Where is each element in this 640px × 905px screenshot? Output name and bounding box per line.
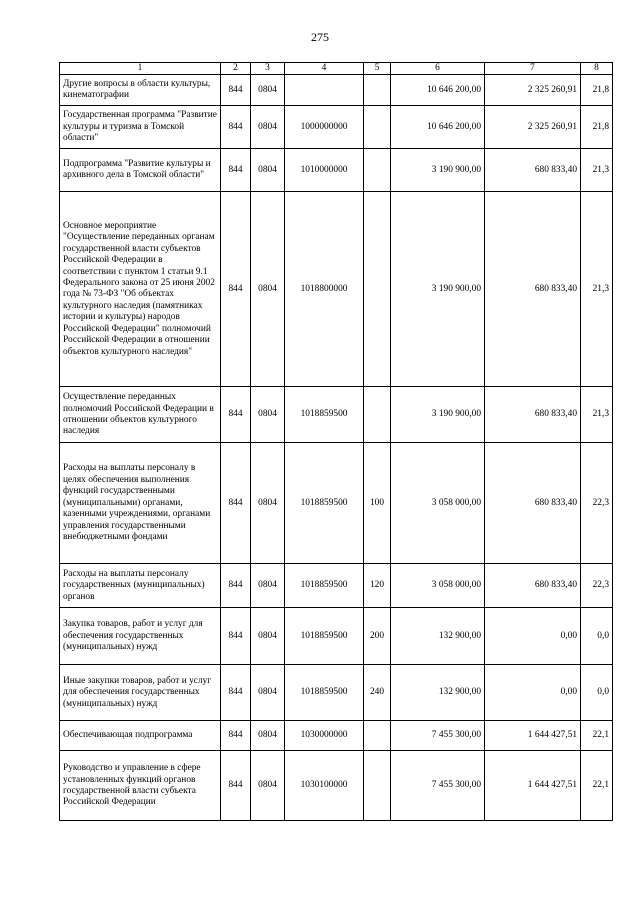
percent-cell: 21,3 (581, 192, 613, 387)
section-code-cell: 0804 (251, 192, 285, 387)
plan-amount-cell: 3 058 000,00 (391, 443, 485, 564)
section-code-cell: 0804 (251, 443, 285, 564)
row-name-cell: Обеспечивающая подпрограмма (60, 721, 221, 751)
plan-amount-cell: 10 646 200,00 (391, 106, 485, 149)
ministry-code-cell: 844 (221, 387, 251, 443)
ministry-code-cell: 844 (221, 751, 251, 821)
table-row (60, 721, 613, 751)
column-header: 7 (485, 63, 581, 75)
table-row (60, 443, 613, 564)
section-code-cell: 0804 (251, 387, 285, 443)
ministry-code-cell: 844 (221, 721, 251, 751)
plan-amount-cell: 3 190 900,00 (391, 149, 485, 192)
percent-cell: 21,3 (581, 387, 613, 443)
page-number: 275 (311, 30, 329, 44)
actual-amount-cell: 680 833,40 (485, 387, 581, 443)
row-name-cell: Руководство и управление в сфере установленных функций органов государственной власти субъекта Российской Федерации (60, 751, 221, 821)
section-code-cell: 0804 (251, 608, 285, 665)
row-name-cell: Закупка товаров, работ и услуг для обеспечения государственных (муниципальных) нужд (60, 608, 221, 665)
table-row (60, 665, 613, 721)
target-item-cell (285, 75, 364, 106)
ministry-code-cell: 844 (221, 443, 251, 564)
section-code-cell: 0804 (251, 106, 285, 149)
row-name-cell: Подпрограмма "Развитие культуры и архивного дела в Томской области" (60, 149, 221, 192)
actual-amount-cell: 0,00 (485, 608, 581, 665)
ministry-code-cell: 844 (221, 192, 251, 387)
plan-amount-cell: 132 900,00 (391, 608, 485, 665)
target-item-cell: 1030000000 (285, 721, 364, 751)
plan-amount-cell: 7 455 300,00 (391, 721, 485, 751)
target-item-cell: 1018800000 (285, 192, 364, 387)
column-header: 4 (285, 63, 364, 75)
expense-type-cell: 100 (364, 443, 391, 564)
table-row (60, 387, 613, 443)
plan-amount-cell: 7 455 300,00 (391, 751, 485, 821)
row-name-cell: Расходы на выплаты персоналу в целях обеспечения выполнения функций государственными (муниципальными) органами, казенными учреждениями, органами управления государственными внебюджетными фондами (60, 443, 221, 564)
expense-type-cell: 240 (364, 665, 391, 721)
section-code-cell: 0804 (251, 721, 285, 751)
target-item-cell: 1000000000 (285, 106, 364, 149)
plan-amount-cell: 10 646 200,00 (391, 75, 485, 106)
actual-amount-cell: 680 833,40 (485, 192, 581, 387)
percent-cell: 22,3 (581, 564, 613, 608)
percent-cell: 0,0 (581, 608, 613, 665)
ministry-code-cell: 844 (221, 608, 251, 665)
row-name-cell: Другие вопросы в области культуры, кинематографии (60, 75, 221, 106)
expense-type-cell: 200 (364, 608, 391, 665)
expense-type-cell (364, 387, 391, 443)
expense-type-cell (364, 75, 391, 106)
ministry-code-cell: 844 (221, 106, 251, 149)
section-code-cell: 0804 (251, 665, 285, 721)
percent-cell: 21,3 (581, 149, 613, 192)
row-name-cell: Основное мероприятие "Осуществление переданных органам государственной власти субъектов Российской Федерации в соответствии с пунктом 1 статьи 9.1 Федерального закона от 25 июня 2002 года № 73-ФЗ "Об объектах культурного наследия (памятниках истории и культуры) народов Российской Федерации" полномочий Российской Федерации в отношении объектов культурного наследия" (60, 192, 221, 387)
target-item-cell: 1030100000 (285, 751, 364, 821)
plan-amount-cell: 132 900,00 (391, 665, 485, 721)
expense-type-cell (364, 106, 391, 149)
target-item-cell: 1018859500 (285, 443, 364, 564)
target-item-cell: 1010000000 (285, 149, 364, 192)
table-row (60, 564, 613, 608)
section-code-cell: 0804 (251, 751, 285, 821)
table-row (60, 149, 613, 192)
actual-amount-cell: 0,00 (485, 665, 581, 721)
section-code-cell: 0804 (251, 564, 285, 608)
target-item-cell: 1018859500 (285, 564, 364, 608)
column-header: 2 (221, 63, 251, 75)
expense-type-cell: 120 (364, 564, 391, 608)
table-row (60, 106, 613, 149)
ministry-code-cell: 844 (221, 665, 251, 721)
ministry-code-cell: 844 (221, 564, 251, 608)
expense-type-cell (364, 751, 391, 821)
budget-table (59, 62, 613, 821)
target-item-cell: 1018859500 (285, 387, 364, 443)
row-name-cell: Расходы на выплаты персоналу государственных (муниципальных) органов (60, 564, 221, 608)
actual-amount-cell: 680 833,40 (485, 564, 581, 608)
target-item-cell: 1018859500 (285, 608, 364, 665)
actual-amount-cell: 1 644 427,51 (485, 751, 581, 821)
section-code-cell: 0804 (251, 149, 285, 192)
percent-cell: 21,8 (581, 106, 613, 149)
expense-type-cell (364, 721, 391, 751)
actual-amount-cell: 2 325 260,91 (485, 75, 581, 106)
percent-cell: 21,8 (581, 75, 613, 106)
plan-amount-cell: 3 190 900,00 (391, 192, 485, 387)
ministry-code-cell: 844 (221, 75, 251, 106)
actual-amount-cell: 1 644 427,51 (485, 721, 581, 751)
column-header: 5 (364, 63, 391, 75)
row-name-cell: Осуществление переданных полномочий Российской Федерации в отношении объектов культурного наследия (60, 387, 221, 443)
column-header: 8 (581, 63, 613, 75)
plan-amount-cell: 3 058 000,00 (391, 564, 485, 608)
column-header: 1 (60, 63, 221, 75)
expense-type-cell (364, 192, 391, 387)
percent-cell: 0,0 (581, 665, 613, 721)
column-header: 6 (391, 63, 485, 75)
column-header: 3 (251, 63, 285, 75)
actual-amount-cell: 2 325 260,91 (485, 106, 581, 149)
table-row (60, 608, 613, 665)
table-body (60, 75, 613, 821)
expense-type-cell (364, 149, 391, 192)
plan-amount-cell: 3 190 900,00 (391, 387, 485, 443)
ministry-code-cell: 844 (221, 149, 251, 192)
percent-cell: 22,1 (581, 721, 613, 751)
percent-cell: 22,1 (581, 751, 613, 821)
table-row (60, 75, 613, 106)
actual-amount-cell: 680 833,40 (485, 443, 581, 564)
row-name-cell: Государственная программа "Развитие культуры и туризма в Томской области" (60, 106, 221, 149)
actual-amount-cell: 680 833,40 (485, 149, 581, 192)
section-code-cell: 0804 (251, 75, 285, 106)
percent-cell: 22,3 (581, 443, 613, 564)
header-row (60, 63, 613, 75)
table-row (60, 751, 613, 821)
target-item-cell: 1018859500 (285, 665, 364, 721)
table-row (60, 192, 613, 387)
row-name-cell: Иные закупки товаров, работ и услуг для обеспечения государственных (муниципальных) нужд (60, 665, 221, 721)
